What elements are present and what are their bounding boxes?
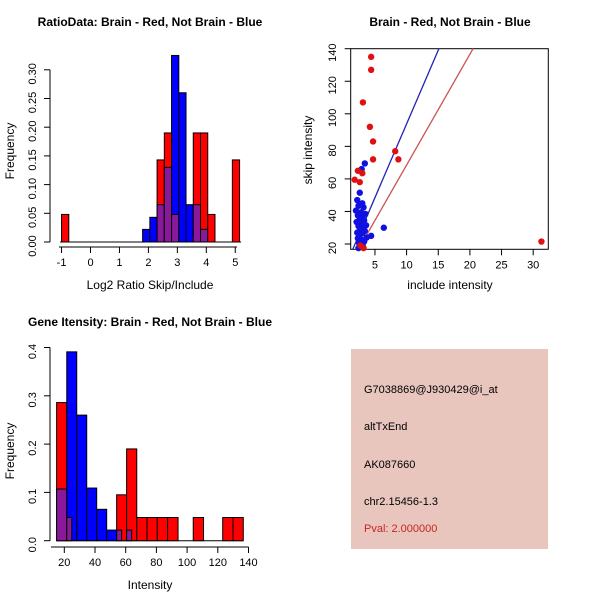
histogram-bar-red [137, 518, 147, 541]
blue-data-point [362, 160, 368, 166]
x-tick-label: 20 [58, 557, 71, 569]
x-tick-label: -1 [56, 257, 67, 269]
x-tick-label: 120 [208, 557, 227, 569]
x-tick-label: 10 [400, 259, 413, 272]
pval-text: Pval: 2.000000 [364, 523, 438, 535]
x-tick-label: 60 [119, 557, 132, 569]
histogram-bar-red [223, 518, 233, 541]
histogram-bar-red [233, 518, 243, 541]
red-data-point [368, 54, 374, 60]
histogram-bar-blue [143, 229, 150, 242]
y-tick-label: 0.05 [27, 206, 39, 229]
y-tick-label: 0.30 [27, 63, 39, 85]
histogram-bar-overlap [157, 205, 164, 242]
y-tick-label: 0.0 [27, 537, 39, 553]
red-data-point [360, 99, 366, 105]
x-tick-label: 0 [87, 257, 94, 269]
x-tick-label: 1 [116, 257, 123, 269]
histogram-bar-red [157, 518, 167, 541]
ratio-histogram-ylabel: Frequency [3, 122, 17, 180]
plot-box [351, 49, 549, 250]
accession-text: AK087660 [364, 459, 416, 471]
ratio-histogram-plot [0, 0, 300, 300]
intensity-scatter-plot [300, 0, 600, 300]
blue-data-point [357, 190, 363, 196]
histogram-bar-overlap [67, 518, 72, 541]
y-tick-label: 0.20 [27, 120, 39, 142]
histogram-bar-overlap [127, 530, 132, 541]
histogram-bar-red [147, 518, 157, 541]
x-tick-label: 20 [463, 259, 477, 272]
histogram-bar-red [62, 214, 69, 242]
histogram-bar-overlap [201, 229, 208, 242]
histogram-bar-red [193, 518, 203, 541]
histogram-bar-blue [150, 217, 157, 242]
y-tick-label: 0.3 [27, 392, 39, 408]
y-tick-label: 0.10 [27, 177, 39, 200]
blue-data-point [381, 225, 387, 231]
ratio-histogram-xlabel: Log2 Ratio Skip/Include [86, 278, 214, 292]
histogram-bar-overlap [57, 489, 67, 541]
histogram-bar-blue [67, 352, 77, 541]
x-tick-label: 30 [527, 259, 540, 272]
y-tick-label: 0.00 [27, 235, 39, 257]
histogram-bar-blue [186, 205, 193, 242]
scatter-ylabel: skip intensity [301, 115, 315, 185]
y-tick-label: 0.1 [27, 488, 39, 505]
red-data-point [360, 245, 366, 251]
red-data-point [370, 138, 376, 144]
x-tick-label: 100 [177, 557, 197, 569]
y-tick-label: 140 [327, 43, 339, 62]
x-tick-label: 5 [371, 259, 379, 272]
gene-intensity-histogram-xlabel: Intensity [127, 578, 173, 592]
histogram-bar-blue [97, 509, 107, 540]
gene-intensity-histogram-ylabel: Frequency [3, 422, 17, 480]
x-tick-label: 5 [232, 257, 239, 269]
y-tick-label: 100 [327, 108, 339, 127]
x-tick-label: 140 [239, 557, 258, 569]
red-data-point [370, 156, 376, 162]
y-tick-label: 20 [327, 241, 339, 255]
gene-info-panel [351, 349, 548, 549]
x-tick-label: 40 [88, 557, 102, 569]
histogram-bar-red [127, 449, 137, 541]
histogram-bar-overlap [193, 205, 200, 242]
probe-id-text: G7038869@J930429@i_at [364, 384, 498, 396]
y-tick-label: 0.15 [27, 149, 39, 171]
red-data-point [367, 124, 373, 130]
y-tick-label: 0.4 [27, 343, 39, 360]
y-tick-label: 40 [327, 209, 339, 222]
y-tick-label: 0.25 [27, 91, 39, 114]
x-tick-label: 15 [432, 259, 445, 272]
histogram-bar-blue [107, 530, 117, 541]
event-type-text: altTxEnd [364, 421, 408, 433]
red-data-point [359, 170, 365, 176]
ratio-histogram-title: RatioData: Brain - Red, Not Brain - Blue [37, 15, 263, 29]
histogram-bar-blue [87, 488, 97, 541]
histogram-bar-blue [77, 415, 87, 541]
red-line [358, 49, 473, 250]
gene-intensity-histogram-title: Gene Itensity: Brain - Red, Not Brain - Blue [27, 315, 273, 329]
x-tick-label: 2 [145, 257, 152, 269]
x-tick-label: 25 [495, 259, 508, 272]
histogram-bar-overlap [117, 530, 122, 541]
histogram-bar-blue [179, 93, 186, 242]
red-data-point [357, 179, 363, 185]
scatter-title: Brain - Red, Not Brain - Blue [369, 15, 531, 29]
y-tick-label: 120 [327, 76, 339, 95]
gene-intensity-histogram-plot [0, 300, 300, 600]
x-tick-label: 4 [203, 257, 210, 269]
red-data-point [392, 148, 398, 154]
scatter-xlabel: include intensity [407, 278, 493, 292]
histogram-bar-red [232, 160, 239, 242]
y-tick-label: 0.2 [27, 440, 39, 456]
histogram-bar-overlap [164, 167, 171, 242]
histogram-bar-red [201, 133, 208, 242]
x-tick-label: 80 [150, 557, 163, 569]
red-data-point [538, 238, 544, 244]
histogram-bar-red [208, 214, 215, 242]
red-data-point [395, 156, 401, 162]
red-data-point [368, 67, 374, 73]
histogram-bar-overlap [172, 214, 179, 242]
locus-text: chr2.15456-1.3 [364, 496, 438, 508]
x-tick-label: 3 [174, 257, 181, 269]
y-tick-label: 80 [327, 144, 339, 157]
y-tick-label: 60 [327, 176, 339, 190]
histogram-bar-red [168, 518, 178, 541]
